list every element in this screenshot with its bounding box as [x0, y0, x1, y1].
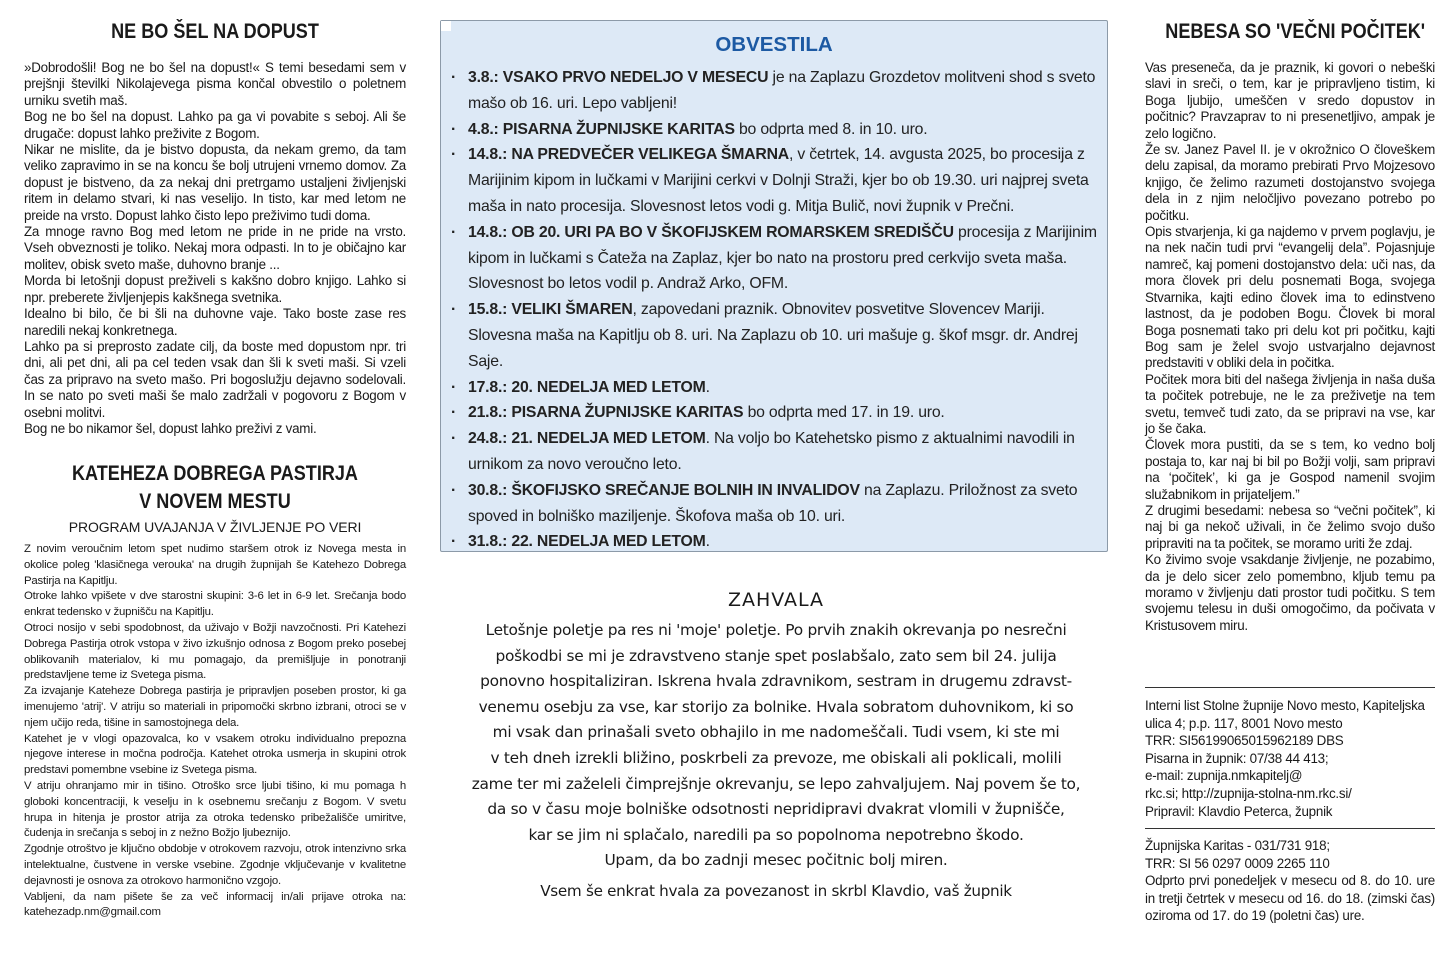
- announcement-item: [451, 400, 1097, 426]
- announcements-box: [440, 20, 1108, 552]
- announcement-item: [451, 297, 1097, 374]
- article-subtitle-kateheza: PROGRAM UVAJANJA V ŽIVLJENJE PO VERI: [68, 519, 362, 535]
- announcement-date-title: 24.8.: 21. NEDELJA MED LETOM: [468, 430, 706, 448]
- announcement-date-title: 21.8.: PISARNA ŽUPNIJSKE KARITAS: [468, 404, 744, 422]
- paragraph: Za izvajanje Kateheze Dobrega pastirja je pripravljen poseben prostor, ki ga imenujemo 'atrij'. V atriju so materiali in pripomočki skrbno izbrani, otroci se v njem učijo reda, tišine in samostojnega dela.: [24, 685, 406, 729]
- article-title-nebesa: NEBESA SO 'VEČNI POČITEK': [1165, 20, 1426, 43]
- article-body-nebesa: [1145, 60, 1435, 634]
- paragraph: Ko živimo svoje vsakdanje življenje, ne pozabimo, da je delo sicer zelo pomembno, kljub temu pa moramo v življenju dati prostor tudi počitku. S tem svojemu telesu in duši omogočimo, da počivata v Kristusovem miru.: [1145, 552, 1435, 633]
- announcement-text: bo odprta med 17. in 19. uro.: [743, 404, 945, 422]
- paragraph: Idealno bi bilo, če bi šli na duhovne vaje. Tako boste zase res naredili nekaj konkretnega.: [24, 306, 406, 338]
- announcement-text: bo odprta med 8. in 10. uro.: [734, 120, 928, 138]
- announcement-date-title: 31.8.: 22. NEDELJA MED LETOM: [468, 533, 706, 551]
- announcement-item: [451, 220, 1097, 297]
- email-line[interactable]: e-mail: zupnija.nmkapitelj@: [1145, 768, 1303, 784]
- divider: [1145, 828, 1435, 829]
- thanks-body: [460, 618, 1092, 874]
- announcement-text: , v četrtek, 14. avgusta 2025, bo procesija z Marijinim kipom in lučkami v Marijini cerkvi v Dolnji Straži, kjer bo ob 19.30. uri najprej sveta maša in nato procesija. Slovesnost letos vodi g. Mitja Bulič, novi župnik v Prečni.: [468, 146, 1089, 215]
- thanks-line: ponovno hospitaliziran. Iskrena hvala zdravnikom, sestram in drugemu zdravst-: [480, 672, 1072, 691]
- thanks-line: Letošnje poletje pa res ni 'moje' poletje. Po prvih znakih okrevanja po nesrečni: [485, 621, 1067, 639]
- paragraph: Nikar ne mislite, da je bistvo dopusta, da nekam gremo, da tam veliko zapravimo in se na koncu še bolj utrujeni vrnemo domov. Za dopust je bistveno, da za nekaj dni pretrgamo ustaljeni življenjski ritem in delamo stvari, ki nas veselijo. In tisto, kar med letom ne preide na vrsto. Dopust lahko čisto lepo preživimo tudi doma.: [24, 142, 406, 223]
- title-line: KATEHEZA DOBREGA PASTIRJA: [72, 462, 358, 485]
- thanks-line: zame ter mi zaželeli čimprejšnje okrevanju, se lepo zahvaljujem. Naj povem še to,: [471, 774, 1081, 793]
- karitas-account: TRR: SI 56 0297 0009 2265 110: [1145, 855, 1330, 871]
- announcement-text: . Na voljo bo Katehetsko pismo z aktualnimi navodili in urnikom za novo veroučno leto.: [468, 430, 1075, 473]
- announcements-title: OBVESTILA: [715, 33, 833, 56]
- announcement-item: [451, 375, 1097, 401]
- announcement-date-title: 14.8.: NA PREDVEČER VELIKEGA ŠMARNA: [468, 146, 789, 164]
- announcement-item: [451, 478, 1097, 530]
- paragraph: Za mnoge ravno Bog med letom ne pride in ne pride na vrsto. Vseh obveznosti je toliko. Nekaj mora odpasti. In to je običajno kar molitev, obisk sveto maše, duhovno branje ...: [24, 224, 406, 272]
- info-line: Pripravil: Klavdio Peterca, župnik: [1145, 803, 1333, 819]
- article-title-kateheza: [51, 460, 380, 516]
- thanks-line: poškodbi se mi je zdravstveno stanje spet poslabšalo, zato sem bil 24. julija: [495, 646, 1057, 665]
- info-line: ulica 4; p.p. 117, 8001 Novo mesto: [1145, 715, 1343, 731]
- thanks-line: kar se jim ni splačalo, naredili pa so popolnoma nepotrebno škodo.: [528, 825, 1024, 844]
- paragraph: Počitek mora biti del našega življenja in naša duša ta počitek potrebuje, ne le za preživetje na tem svetu, temveč tudi zato, da se pripravi na vse, kar jo še čaka.: [1145, 371, 1435, 436]
- announcement-text: .: [705, 533, 710, 551]
- article-body-kateheza: [24, 542, 406, 921]
- announcement-date-title: 17.8.: 20. NEDELJA MED LETOM: [468, 378, 706, 396]
- paragraph: Vas preseneča, da je praznik, ki govori o nebeški slavi in sreči, o tem, kar je pripravljeno tistim, ki Boga ljubijo, umeščen v sredo dopustov in počitnic? Pravzaprav to ni presenetljivo, ampak je zelo logično.: [1145, 60, 1435, 141]
- paragraph: »Dobrodošli! Bog ne bo šel na dopust!« S temi besedami sem v prejšnji številki Nikolajevega pisma končal obvestilo o poletnem urniku svetih maš.: [24, 60, 406, 108]
- thanks-line: mi vsak dan prinašali sveto obhajilo in me nadomeščali. Tudi vsem, ki ste mi: [492, 723, 1060, 742]
- announcement-item: [451, 529, 1097, 555]
- publication-info: [1145, 697, 1435, 820]
- article-title-dopust: NE BO ŠEL NA DOPUST: [111, 20, 319, 43]
- info-line: Interni list Stolne župnije Novo mesto, Kapiteljska: [1145, 698, 1425, 713]
- announcement-date-title: 15.8.: VELIKI ŠMAREN: [468, 301, 633, 319]
- karitas-hours: Odprto prvi ponedeljek v mesecu od 8. do 10. ure in tretji četrtek v mesecu od 16. do 18. (zimski čas) oziroma od 17. do 19 (poletni čas) ure.: [1145, 873, 1435, 924]
- divider: [1145, 687, 1435, 688]
- paragraph: Otroke lahko vpišete v dve starostni skupini: 3-6 let in 6-9 let. Srečanja bodo enkrat tedensko v župnišču na Kapitlju.: [24, 590, 406, 619]
- paragraph: Zgodnje otroštvo je ključno obdobje v otrokovem razvoju, otrok intenzivno srka intelektualne, čustvene in verske vsebine. Zgodnje vključevanje v kvalitetne dejavnosti je osnova za otrokovo harmonično vzgojo.: [24, 843, 406, 887]
- info-line: Pisarna in župnik: 07/38 44 413;: [1145, 750, 1329, 766]
- paragraph: Otroci nosijo v sebi spodobnost, da uživajo v Božji navzočnosti. Pri Katehezi Dobrega Pastirja otrok vstopa v živo izkušnjo odnosa z Bogom preko posebej oblikovanih materialov, ki mu pomagajo, da premišljuje in ponotranji predstavljene teme iz Svetega pisma.: [24, 621, 406, 682]
- paragraph: Opis stvarjenja, ki ga najdemo v prvem poglavju, je na nek način tudi prvi “evangelij dela”. Pojasnjuje namreč, kaj pomeni dostojanstvo dela: uči nas, da mora človek pri delu posnemati Boga, svojega Stvarnika, kajti edino človek ima to edinstveno lastnost, da je podoben Bogu. Človek bi moral Boga posnemati tako pri delu kot pri počitku, kajti Bog sam je želel svojo ustvarjalno dejavnost predstaviti v obliki dela in počitka.: [1145, 224, 1435, 371]
- announcement-item: [451, 426, 1097, 478]
- paragraph: V atriju ohranjamo mir in tišino. Otroško srce ljubi tišino, ki mu pomaga h globoki koncentraciji, k veselju in k osebnemu srečanju z Bogom. V svetu hrupa in hitenja je prostor atrija za otroka tedensko pribežališče umiritve, čudenja in srečanja s seboj in z nežno Božjo ljubeznijo.: [24, 779, 406, 840]
- karitas-info: [1145, 837, 1435, 925]
- announcement-text: procesija z Marijinim kipom in lučkami s Čateža na Zaplaz, kjer bo nato na prostoru pred cerkvijo sveta maša. Slovesnost bo letos vodil p. Andraž Arko, OFM.: [468, 223, 1097, 293]
- paragraph: Človek mora pustiti, da se s tem, ko vedno bolj postaja to, kar naj bi bil po Božji volji, sam pripravi na ‘počitek’, ki ga je Gospod namenil svojim služabnikom in prijateljem.”: [1145, 437, 1435, 502]
- paragraph: Že sv. Janez Pavel II. je v okrožnico O človeškem delu zapisal, da moramo prebirati Prvo Mojzesovo knjigo, če želimo razumeti dostojanstvo svojega dela in z njim neločljivo povezano potrebo po počitku.: [1145, 142, 1435, 223]
- announcement-date-title: 14.8.: OB 20. URI PA BO V ŠKOFIJSKEM ROMARSKEM SREDIŠČU: [468, 223, 954, 241]
- announcements-list: [451, 65, 1097, 555]
- karitas-phone: Župnijska Karitas - 031/731 918;: [1145, 838, 1330, 853]
- announcement-item: [451, 142, 1097, 219]
- article-body-dopust: [24, 60, 406, 437]
- paragraph: Katehet je v vlogi opazovalca, ko v vsakem otroku individualno prepozna njegove interese in močna področja. Katehet otroka usmerja in skupini otrok predstavi pomembne vsebine iz Svetega pisma.: [24, 732, 406, 777]
- website-line[interactable]: rkc.si; http://zupnija-stolna-nm.rkc.si/: [1145, 785, 1352, 801]
- announcement-text: je na Zaplazu Grozdetov molitveni shod s sveto mašo ob 16. uri. Lepo vabljeni!: [468, 69, 1096, 112]
- paragraph: Z drugimi besedami: nebesa so “večni počitek”, ki naj bi ga nekoč uživali, in če želimo svojo dušo pripraviti na ta počitek, se moramo uriti že zdaj.: [1145, 502, 1435, 551]
- paragraph: Morda bi letošnji dopust preživeli s kakšno dobro knjigo. Lahko si npr. preberete življenjepis kakšnega svetnika.: [24, 273, 406, 305]
- thanks-line: Upam, da bo zadnji mesec počitnic bolj miren.: [604, 851, 948, 870]
- announcement-text: na Zaplazu. Priložnost za sveto spoved in bolniško maziljenje. Škofova maša ob 10. uri.: [468, 481, 1078, 525]
- announcement-text: , zapovedani praznik. Obnovitev posvetitve Slovencev Mariji. Slovesna maša na Kapitlju ob 8. uri. Na Zaplazu ob 10. uri mašuje g. škof msgr. dr. Andrej Saje.: [468, 301, 1078, 370]
- announcement-item: [451, 65, 1097, 117]
- thanks-line: da so v času moje bolniške odsotnosti nepridipravi dvakrat vlomili v župnišče,: [487, 800, 1065, 819]
- thanks-title: ZAHVALA: [727, 589, 825, 611]
- announcement-date-title: 4.8.: PISARNA ŽUPNIJSKE KARITAS: [468, 120, 735, 138]
- announcement-item: [451, 117, 1097, 143]
- paragraph: Lahko pa si preprosto zadate cilj, da boste med dopustom npr. tri dni, ali pet dni, ali pa cel teden vsak dan šli k sveti maši. Si vzeli čas za pripravo na sveto mašo. Pri bogoslužju dejavno sodelovali. In se nato po sveti maši še malo zadržali v pogovoru z Bogom v osebni molitvi.: [24, 338, 406, 420]
- paragraph: Bog ne bo šel na dopust. Lahko pa ga vi povabite s seboj. Ali še drugače: dopust lahko preživite z Bogom.: [24, 109, 406, 141]
- paragraph: Vabljeni, da nam pišete še za več informacij in/ali prijave otroka na: katehezadp.nm@gmail.com: [24, 890, 406, 919]
- thanks-line: v teh dneh izrekli bližino, poskrbeli za prevoze, me obiskali ali poklicali, molili: [490, 748, 1062, 767]
- title-line: V NOVEM MESTU: [139, 490, 291, 513]
- thanks-signature: Vsem še enkrat hvala za povezanost in skrbl Klavdio, vaš župnik: [540, 882, 1012, 900]
- paragraph: Z novim veroučnim letom spet nudimo staršem otrok iz Novega mesta in okolice poleg 'klasičnega verouka' na drugih župnijah še Katehezo Dobrega Pastirja na Kapitlju.: [24, 543, 406, 587]
- announcement-date-title: 3.8.: VSAKO PRVO NEDELJO V MESECU: [468, 69, 769, 86]
- info-line: TRR: SI56199065015962189 DBS: [1145, 733, 1344, 749]
- announcement-text: .: [705, 378, 710, 396]
- thanks-line: venemu osebju za vse, kar storijo za bolnike. Hvala sobratom duhovnikom, ki so: [478, 697, 1074, 716]
- paragraph: Bog ne bo nikamor šel, dopust lahko preživi z vami.: [24, 420, 317, 436]
- announcement-date-title: 30.8.: ŠKOFIJSKO SREČANJE BOLNIH IN INVALIDOV: [468, 481, 860, 499]
